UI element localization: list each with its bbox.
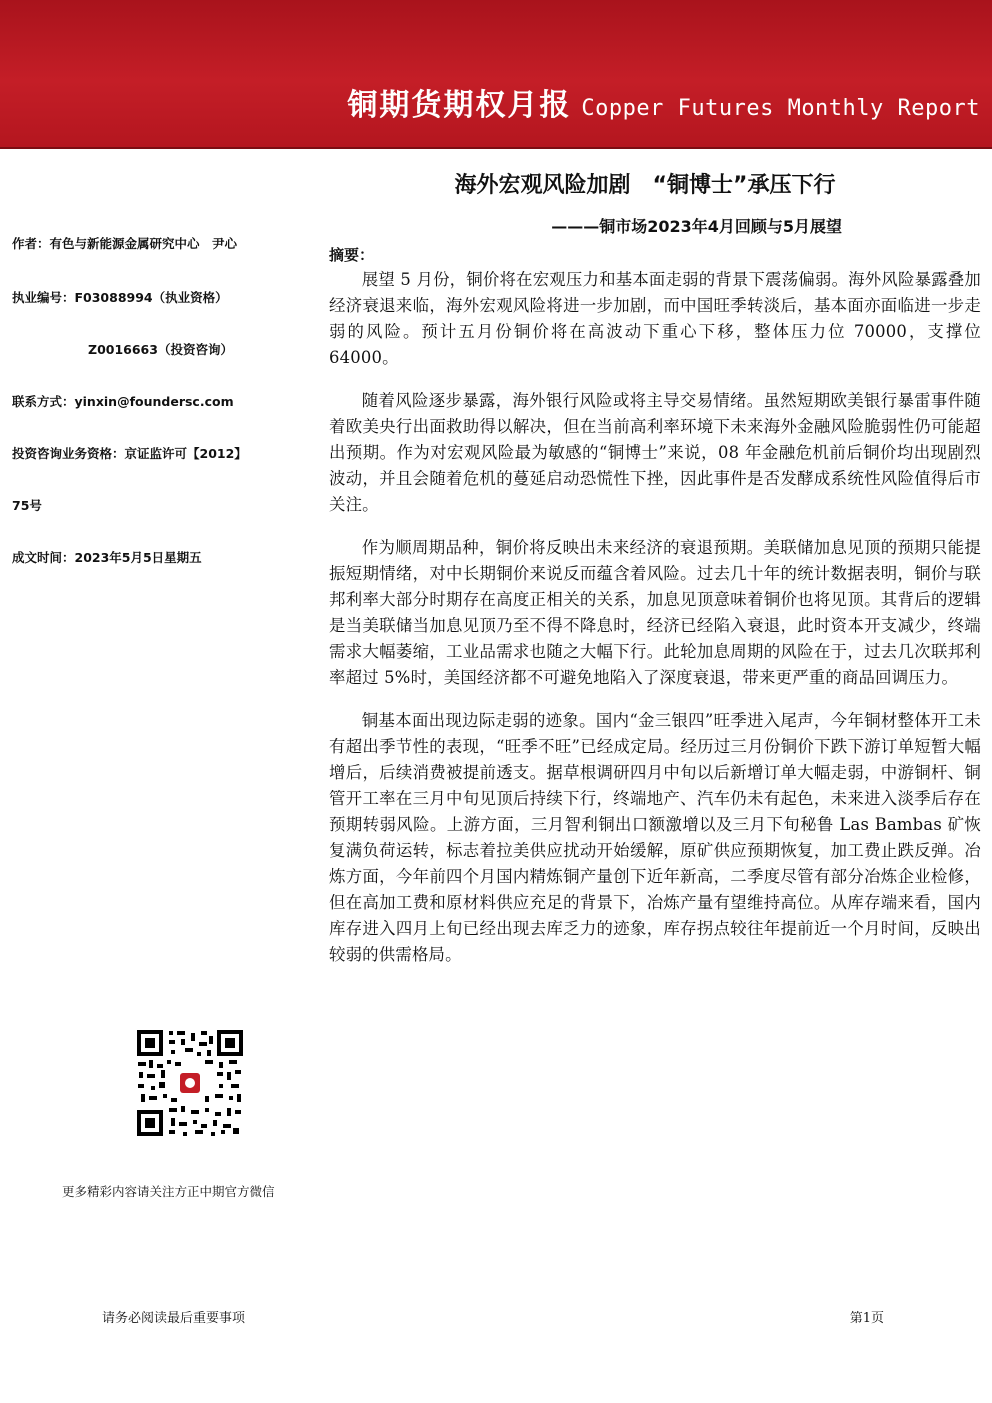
header-banner [0, 0, 992, 147]
contact-email[interactable]: 联系方式：yinxin@foundersc.com [12, 394, 234, 409]
qr-caption: 更多精彩内容请关注方正中期官方微信 [62, 1184, 275, 1199]
wechat-qr-code[interactable] [135, 1028, 245, 1138]
footer-disclaimer: 请务必阅读最后重要事项 [102, 1311, 246, 1326]
abstract-label: 摘要： [329, 246, 375, 264]
article-body [329, 244, 981, 985]
qualification: 投资咨询业务资格：京证监许可【2012】 [12, 446, 247, 461]
license-number-2: Z0016663（投资咨询） [88, 342, 233, 357]
header-divider [0, 147, 992, 149]
page-number: 第1页 [849, 1311, 884, 1326]
article-title: 海外宏观风险加剧 “铜博士”承压下行 [454, 173, 836, 198]
paragraph-1: 展望 5 月份，铜价将在宏观压力和基本面走弱的背景下震荡偏弱。海外风险暴露叠加经济衰退来临，海外宏观风险将进一步加剧，而中国旺季转淡后，基本面亦面临进一步走弱的风险。预计五月份铜价将在高波动下重心下移，整体压力位 70000，支撑位 64000。 [329, 270, 981, 367]
paragraph-3: 作为顺周期品种，铜价将反映出未来经济的衰退预期。美联储加息见顶的预期只能提振短期情绪，对中长期铜价来说反而蕴含着风险。过去几十年的统计数据表明，铜价与联邦利率大部分时期存在高度正相关的关系，加息见顶意味着铜价也将见顶。其背后的逻辑是当美联储当加息见顶乃至不得不降息时，经济已经陷入衰退，此时资本开支减少，终端需求大幅萎缩，工业品需求也随之大幅下行。此轮加息周期的风险在于，过去几次联邦利率超过 5%时，美国经济都不可避免地陷入了深度衰退，带来更严重的商品回调压力。 [329, 538, 981, 687]
report-title [347, 80, 980, 124]
license-number: 执业编号：F03088994（执业资格） [12, 290, 228, 305]
publish-date: 成文时间：2023年5月5日星期五 [12, 550, 202, 565]
qualification-2: 75号 [12, 498, 42, 513]
author-line: 作者：有色与新能源金属研究中心 尹心 [12, 236, 238, 251]
report-title-en: Copper Futures Monthly Report [581, 96, 980, 121]
paragraph-2: 随着风险逐步暴露，海外银行风险或将主导交易情绪。虽然短期欧美银行暴雷事件随着欧美央行出面救助得以解决，但在当前高利率环境下未来海外金融风险脆弱性仍可能超出预期。作为对宏观风险最为敏感的“铜博士”来说，08 年金融危机前后铜价均出现剧烈波动，并且会随着危机的蔓延启动恐慌性下挫，因此事件是否发酵成系统性风险值得后市关注。 [329, 391, 981, 514]
article-subtitle: ———铜市场2023年4月回顾与5月展望 [551, 217, 842, 236]
report-title-cn: 铜期货期权月报 [347, 88, 572, 123]
paragraph-4: 铜基本面出现边际走弱的迹象。国内“金三银四”旺季进入尾声，今年铜材整体开工未有超出季节性的表现，“旺季不旺”已经成定局。经历过三月份铜价下跌下游订单短暂大幅增后，后续消费被提前透支。据草根调研四月中旬以后新增订单大幅走弱，中游铜杆、铜管开工率在三月中旬见顶后持续下行，终端地产、汽车仍未有起色，未来进入淡季后存在预期转弱风险。上游方面，三月智利铜出口额激增以及三月下旬秘鲁 Las Bambas 矿恢复满负荷运转，标志着拉美供应扰动开始缓解，原矿供应预期恢复，加工费止跌反弹。冶炼方面，今年前四个月国内精炼铜产量创下近年新高，二季度尽管有部分冶炼企业检修，但在高加工费和原材料供应充足的背景下，冶炼产量有望维持高位。从库存端来看，国内库存进入四月上旬已经出现去库乏力的迹象，库存拐点较往年提前近一个月时间，反映出较弱的供需格局。 [329, 711, 981, 964]
